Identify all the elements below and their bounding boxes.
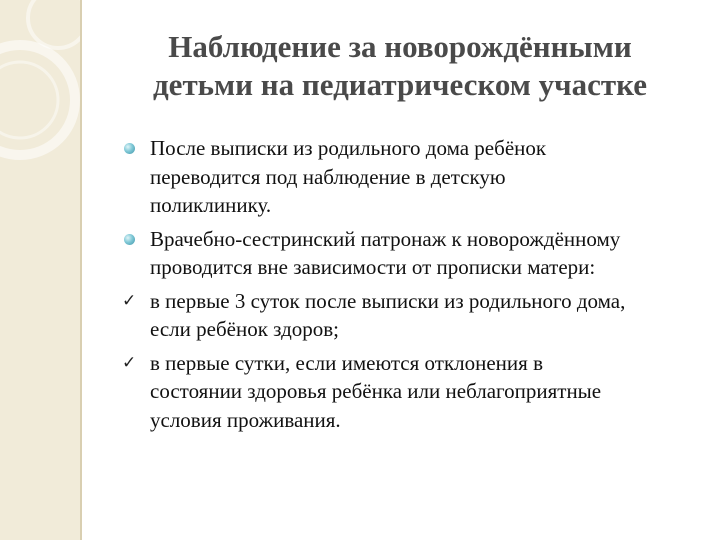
list-item [120, 287, 705, 344]
item-line: состоянии здоровья ребёнка или неблагоприятные [150, 379, 602, 403]
decorative-side-panel [0, 0, 82, 540]
item-line: условия проживания. [150, 407, 341, 432]
title-line-2: детьми на педиатрическом участке [153, 67, 647, 102]
decorative-circles [0, 0, 80, 220]
item-line: После выписки из родильного дома ребёнок [150, 136, 547, 160]
item-line: поликлинику. [150, 193, 272, 217]
slide-title [100, 28, 700, 104]
list-item [120, 225, 705, 282]
item-line: переводится под наблюдение в детскую [150, 164, 506, 189]
checkmark-icon: ✓ [122, 290, 137, 311]
item-line: в первые сутки, если имеются отклонения в [150, 350, 543, 375]
list-item [120, 134, 705, 220]
bullet-dot-icon [124, 234, 135, 245]
slide-content [120, 134, 705, 439]
bullet-dot-icon [124, 143, 135, 154]
item-line: Врачебно-сестринский патронаж к новорождённому [150, 226, 621, 251]
checkmark-icon: ✓ [122, 352, 137, 373]
item-line: если ребёнок здоров; [150, 317, 339, 341]
list-item [120, 349, 705, 435]
title-line-1: Наблюдение за новорождёнными [168, 29, 632, 64]
item-line: проводится вне зависимости от прописки матери: [150, 255, 596, 279]
item-line: в первые 3 суток после выписки из родильного дома, [150, 288, 626, 313]
